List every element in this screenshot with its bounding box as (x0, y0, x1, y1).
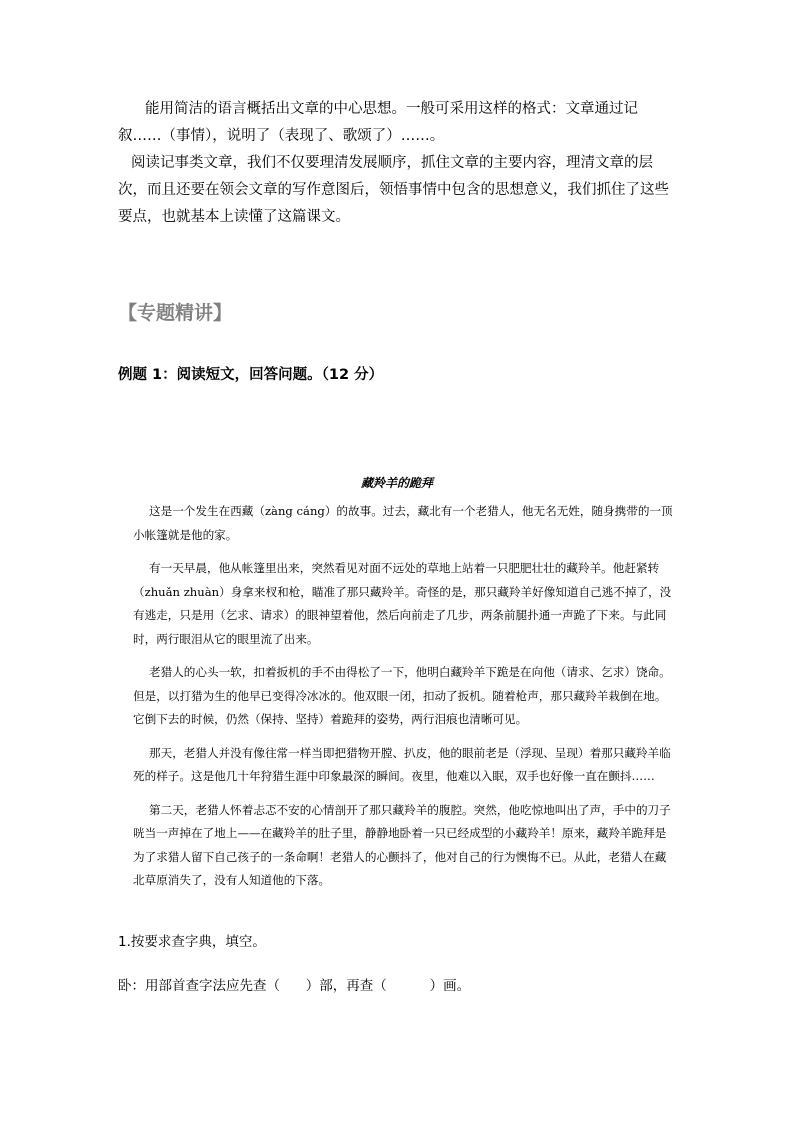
example-heading: 例题 1：阅读短文，回答问题。（12 分） (118, 367, 384, 383)
story-paragraph: 那天，老猎人并没有像往常一样当即把猎物开膛、扒皮，他的眼前老是（浮现、呈现）着那只藏羚羊临死的样子。这是他几十年狩猎生涯中印象最深的瞬间。夜里，他难以入眠，双手也好像一直在颤抖…… (133, 745, 671, 783)
story-paragraph: 第二天，老猎人怀着忐忑不安的心情剖开了那只藏羚羊的腹腔。突然，他吃惊地叫出了声，手中的刀子咣当一声掉在了地上——在藏羚羊的肚子里，静静地卧着一只已经成型的小藏羚羊！原来，藏羚羊跪拜是为了求猎人留下自己孩子的一条命啊！老猎人的心颤抖了，他对自己的行为懊悔不已。从此，老猎人在藏北草原消失了，没有人知道他的下落。 (133, 802, 671, 887)
intro-paragraph-2: 阅读记事类文章，我们不仅要理清发展顺序，抓住文章的主要内容，理清文章的层次，而且还要在领会文章的写作意图后，领悟事情中包含的思想意义，我们抓住了这些要点，也就基本上读懂了这篇课文。 (118, 155, 669, 225)
story-body (133, 500, 673, 903)
story-title: 藏羚羊的跪拜 (360, 476, 433, 490)
story-paragraph: 有一天早晨，他从帐篷里出来，突然看见对面不远处的草地上站着一只肥肥壮壮的藏羚羊。他赶紧转（zhuǎn zhuàn）身拿来杈和枪，瞄准了那只藏羚羊。奇怪的是，那只藏羚羊好像知道自己逃不掉了，没有逃走，只是用（乞求、请求）的眼神望着他，然后向前走了几步，两条前腿扑通一声跪了下来。与此同时，两行眼泪从它的眼里流了出来。 (133, 561, 672, 646)
story-paragraph: 这是一个发生在西藏（zàng cáng）的故事。过去，藏北有一个老猎人，他无名无姓，随身携带的一顶小帐篷就是他的家。 (133, 504, 673, 542)
question-1-fill-line: 卧：用部首查字法应先查（ ）部，再查（ ）画。 (118, 978, 471, 994)
section-title: 【专题精讲】 (118, 302, 233, 324)
story-paragraph: 老猎人的心头一软，扣着扳机的手不由得松了一下，他明白藏羚羊下跪是在向他（请求、乞求）饶命。但是，以打猎为生的他早已变得冷冰冰的。他双眼一闭，扣动了扳机。随着枪声，那只藏羚羊栽倒在地。它倒下去的时候，仍然（保持、坚持）着跪拜的姿势，两行泪痕也清晰可见。 (133, 665, 671, 726)
intro-paragraph-1: 能用简洁的语言概括出文章的中心思想。一般可采用这样的格式：文章通过记叙……（事情），说明了（表现了、歌颂了）……。 (118, 101, 638, 144)
intro-text (118, 96, 680, 231)
question-1: 1.按要求查字典，填空。 (118, 934, 266, 950)
